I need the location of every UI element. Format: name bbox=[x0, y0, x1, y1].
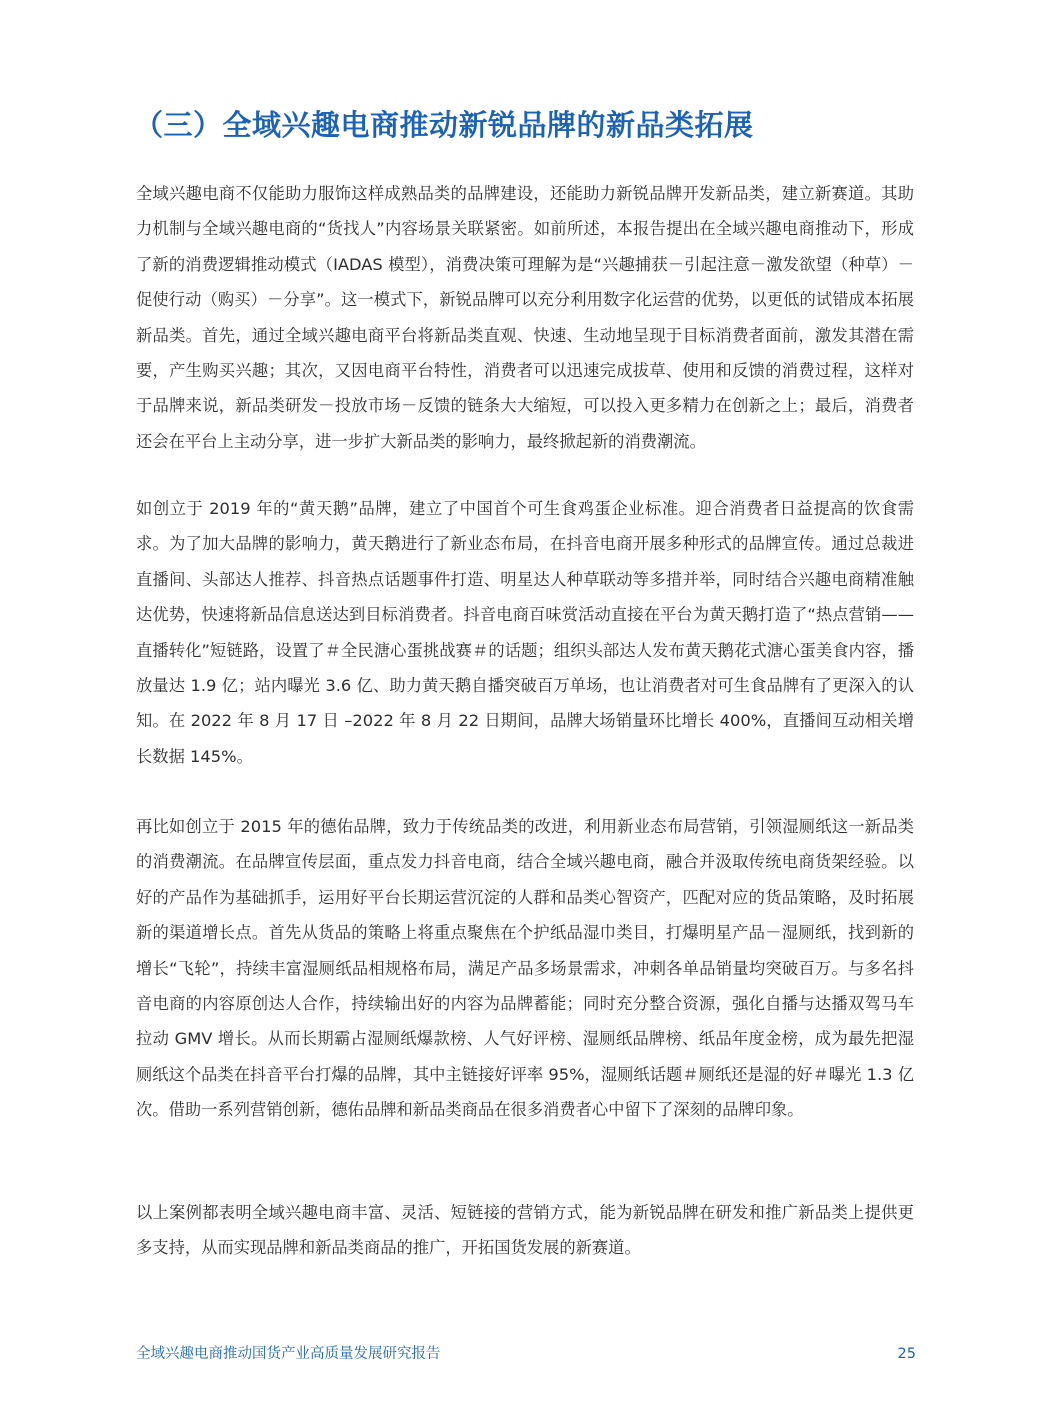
body-paragraph-case-deyou: 再比如创立于 2015 年的德佑品牌，致力于传统品类的改进，利用新业态布局营销，引领湿厕纸这一新品类的消费潮流。在品牌宣传层面，重点发力抖音电商，结合全域兴趣电商，融合并汲取传统电商货架经验。以好的产品作为基础抓手，运用好平台长期运营沉淀的人群和品类心智资产，匹配对应的货品策略，及时拓展新的渠道增长点。首先从货品的策略上将重点聚焦在个护纸品湿巾类目，打爆明星产品－湿厕纸，找到新的增长“飞轮”，持续丰富湿厕纸品相规格布局，满足产品多场景需求，冲刺各单品销量均突破百万。与多名抖音电商的内容原创达人合作，持续输出好的内容为品牌蓄能；同时充分整合资源，强化自播与达播双驾马车拉动 GMV 增长。从而长期霸占湿厕纸爆款榜、人气好评榜、湿厕纸品牌榜、纸品年度金榜，成为最先把湿厕纸这个品类在抖音平台打爆的品牌，其中主链接好评率 95%，湿厕纸话题＃厕纸还是湿的好＃曝光 1.3 亿次。借助一系列营销创新，德佑品牌和新品类商品在很多消费者心中留下了深刻的品牌印象。 bbox=[136, 817, 914, 1120]
section-title: （三）全域兴趣电商推动新锐品牌的新品类拓展 bbox=[134, 108, 754, 142]
footer-report-title: 全域兴趣电商推动国货产业高质量发展研究报告 bbox=[136, 1346, 441, 1362]
body-paragraph-case-huangtiane: 如创立于 2019 年的“黄天鹅”品牌，建立了中国首个可生食鸡蛋企业标准。迎合消费者日益提高的饮食需求。为了加大品牌的影响力，黄天鹅进行了新业态布局，在抖音电商开展多种形式的品牌宣传。通过总裁进直播间、头部达人推荐、抖音热点话题事件打造、明星达人种草联动等多措并举，同时结合兴趣电商精准触达优势，快速将新品信息送达到目标消费者。抖音电商百味赏活动直接在平台为黄天鹅打造了“热点营销——直播转化”短链路，设置了＃全民溏心蛋挑战赛＃的话题；组织头部达人发布黄天鹅花式溏心蛋美食内容，播放量达 1.9 亿；站内曝光 3.6 亿、助力黄天鹅自播突破百万单场，也让消费者对可生食品牌有了更深入的认知。在 2022 年 8 月 17 日 –2022 年 8 月 22 日期间，品牌大场销量环比增长 400%，直播间互动相关增长数据 145%。 bbox=[136, 499, 914, 766]
page-footer bbox=[136, 1343, 916, 1365]
page-number: 25 bbox=[897, 1346, 916, 1362]
body-paragraph-intro: 全域兴趣电商不仅能助力服饰这样成熟品类的品牌建设，还能助力新锐品牌开发新品类，建立新赛道。其助力机制与全域兴趣电商的“货找人”内容场景关联紧密。如前所述，本报告提出在全域兴趣电商推动下，形成了新的消费逻辑推动模式（IADAS 模型），消费决策可理解为是“兴趣捕获－引起注意－激发欲望（种草）－促使行动（购买）－分享”。这一模式下，新锐品牌可以充分利用数字化运营的优势，以更低的试错成本拓展新品类。首先，通过全域兴趣电商平台将新品类直观、快速、生动地呈现于目标消费者面前，激发其潜在需要，产生购买兴趣；其次，又因电商平台特性，消费者可以迅速完成拔草、使用和反馈的消费过程，这样对于品牌来说，新品类研发－投放市场－反馈的链条大大缩短，可以投入更多精力在创新之上；最后，消费者还会在平台上主动分享，进一步扩大新品类的影响力，最终掀起新的消费潮流。 bbox=[136, 184, 914, 451]
body-paragraph-conclusion: 以上案例都表明全域兴趣电商丰富、灵活、短链接的营销方式，能为新锐品牌在研发和推广新品类上提供更多支持，从而实现品牌和新品类商品的推广，开拓国货发展的新赛道。 bbox=[136, 1203, 914, 1258]
